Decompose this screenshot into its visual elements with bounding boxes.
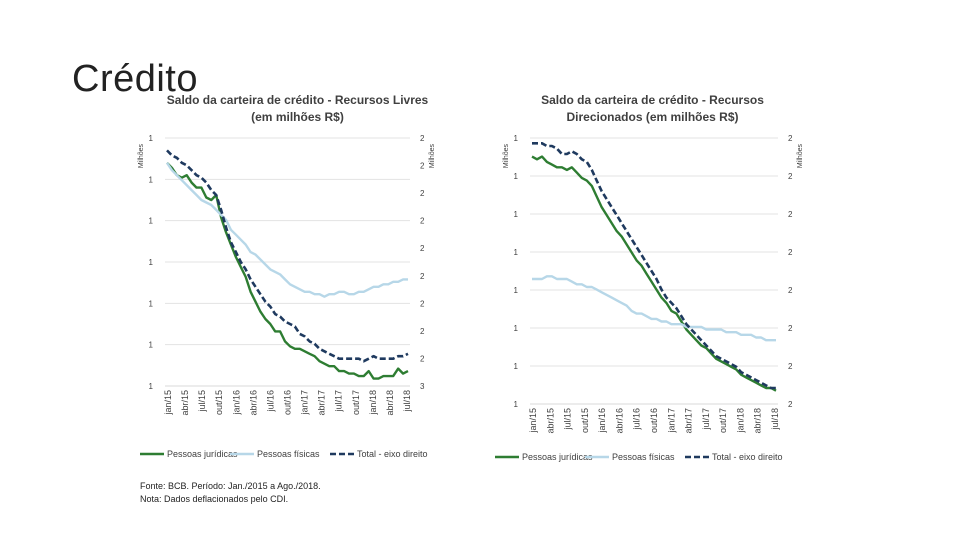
- chart-2-y-right-tick: 2: [788, 172, 793, 181]
- chart-2-x-tick: abr/18: [752, 408, 763, 434]
- chart-2-title-line1: Saldo da carteira de crédito - Recursos: [541, 93, 764, 107]
- chart-2-ylabel-right: Milhões: [797, 143, 804, 169]
- chart-1-legend-label-3: Total - eixo direito: [357, 449, 428, 459]
- chart-1-y-right-tick: 2: [420, 161, 425, 171]
- chart-2-title-line2: Direcionados (em milhões R$): [566, 110, 739, 124]
- chart-2-y-right-tick: 2: [788, 324, 793, 333]
- chart-1-x-tick: jan/17: [299, 390, 310, 415]
- footer: [140, 480, 321, 506]
- chart-1-y-right-tick: 3: [420, 382, 425, 391]
- chart-1-y-left-tick: 1: [148, 134, 153, 143]
- chart-1-x-tick: out/15: [214, 390, 225, 416]
- chart-1-title-line1: Saldo da carteira de crédito - Recursos Livres: [166, 93, 429, 107]
- chart-2-y-right-tick: 2: [788, 134, 793, 143]
- chart-2-x-tick: jul/18: [770, 408, 780, 430]
- chart-1-x-tick: jul/15: [197, 390, 208, 412]
- chart-1-y-right-tick: 2: [420, 299, 425, 309]
- chart-1-ylabel-left: Milhões: [138, 143, 145, 169]
- chart-1-y-left-tick: 1: [148, 175, 153, 185]
- chart-1-y-right-tick: 2: [420, 134, 425, 143]
- chart-1-y-right-tick: 2: [420, 244, 425, 254]
- chart-2-x-tick: out/17: [718, 408, 729, 434]
- chart-1-y-right-tick: 2: [420, 216, 425, 226]
- chart-2-y-left-tick: 1: [513, 172, 518, 181]
- chart-2-x-tick: abr/15: [545, 408, 556, 434]
- chart-1-y-right-tick: 2: [420, 189, 425, 199]
- chart-2-x-tick: out/15: [579, 408, 590, 434]
- chart-2-x-tick: jan/17: [666, 408, 677, 433]
- chart-2-x-tick: jan/15: [528, 408, 538, 433]
- chart-1-x-tick: jul/17: [333, 390, 344, 412]
- chart-2-x-tick: jan/18: [735, 408, 746, 433]
- chart-1-x-tick: jul/18: [402, 390, 412, 412]
- chart-1-y-left-tick: 1: [148, 299, 153, 309]
- chart-1-x-tick: out/16: [282, 390, 293, 416]
- chart-2-y-left-tick: 1: [513, 400, 518, 409]
- chart-1-x-tick: abr/16: [248, 390, 259, 416]
- chart-1-y-left-tick: 1: [148, 258, 153, 267]
- chart-2-y-left-tick: 1: [513, 210, 518, 219]
- chart-2-x-tick: abr/16: [614, 408, 625, 434]
- chart-2-legend-label-3: Total - eixo direito: [712, 452, 783, 462]
- chart-1-legend-label-1: Pessoas jurídicas: [167, 449, 238, 459]
- chart-1-x-tick: abr/17: [316, 390, 327, 416]
- chart-1-y-right-tick: 2: [420, 326, 425, 336]
- chart-2-y-left-tick: 1: [513, 362, 518, 371]
- chart-2-legend-label-2: Pessoas físicas: [612, 452, 675, 462]
- chart-2-x-tick: jul/16: [631, 408, 642, 430]
- chart-1-y-left-tick: 1: [148, 216, 153, 226]
- footer-note: Nota: Dados deflacionados pelo CDI.: [140, 494, 289, 504]
- chart-2-ylabel-left: Milhões: [503, 143, 510, 169]
- chart-2-x-tick: jul/15: [562, 408, 573, 430]
- chart-2-y-right-tick: 2: [788, 210, 793, 219]
- chart-2-y-right-tick: 2: [788, 362, 793, 371]
- chart-2-y-left-tick: 1: [513, 248, 518, 257]
- chart-1-y-right-tick: 2: [420, 271, 425, 281]
- chart-2-x-tick: abr/17: [683, 408, 694, 434]
- chart-1-x-tick: abr/15: [180, 390, 191, 416]
- chart-2-y-left-tick: 1: [513, 286, 518, 295]
- footer-source: Fonte: BCB. Período: Jan./2015 a Ago./2018.: [140, 481, 321, 491]
- chart-1-title-line2: (em milhões R$): [251, 110, 344, 124]
- chart-1-legend-label-2: Pessoas físicas: [257, 449, 320, 459]
- chart-1-y-right-tick: 2: [420, 354, 425, 364]
- page-title: Crédito: [72, 58, 198, 100]
- chart-1-ylabel-right: Milhões: [429, 143, 436, 169]
- chart-2-x-tick: jul/17: [700, 408, 711, 430]
- chart-2-y-right-tick: 2: [788, 400, 793, 409]
- chart-2-series-3-line: [532, 143, 776, 388]
- chart-2-y-left-tick: 1: [513, 134, 518, 143]
- chart-1-y-left-tick: 1: [148, 340, 153, 350]
- chart-2-y-right-tick: 2: [788, 286, 793, 295]
- chart-1-x-tick: out/17: [350, 390, 361, 416]
- chart-2-x-tick: out/16: [649, 408, 659, 434]
- chart-2-legend-label-1: Pessoas jurídicas: [522, 452, 593, 462]
- chart-1-y-left-tick: 1: [148, 382, 153, 391]
- chart-1-x-tick: abr/18: [384, 390, 395, 416]
- chart-2-y-left-tick: 1: [513, 324, 518, 333]
- chart-1-x-tick: jan/16: [231, 390, 242, 415]
- chart-1-x-tick: jan/15: [163, 390, 173, 415]
- chart-1-x-tick: jul/16: [265, 390, 276, 412]
- chart-1-x-tick: jan/18: [367, 390, 378, 415]
- chart-2-x-tick: jan/16: [597, 408, 608, 433]
- chart-2-y-right-tick: 2: [788, 248, 793, 257]
